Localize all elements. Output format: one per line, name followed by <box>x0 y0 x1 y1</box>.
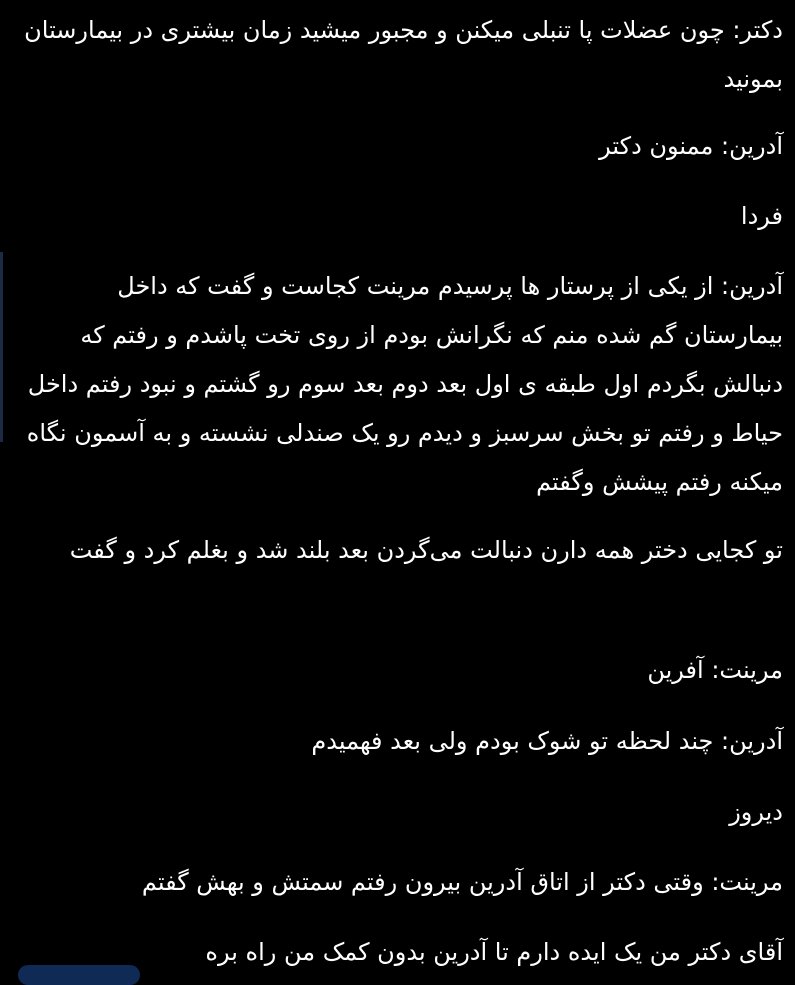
scroll-edge-marker <box>0 252 3 442</box>
paragraph-marinette-doctor: مرینت: وقتی دکتر از اتاق آدرین بیرون رفتم سمتش و بهش گفتم <box>141 868 783 896</box>
paragraph-doctor-muscles: دکتر: چون عضلات پا تنبلی میکنن و مجبور میشید زمان بیشتری در بیمارستان بمونید <box>24 16 783 93</box>
paragraph-where-are-you: تو کجایی دختر همه دارن دنبالت می‌گردن بعد بلند شد و بغلم کرد و گفت <box>69 536 783 564</box>
paragraph-adrien-shock: آدرین: چند لحظه تو شوک بودم ولی بعد فهمیدم <box>311 727 783 755</box>
paragraph-adrien-thanks: آدرین: ممنون دکتر <box>599 132 783 160</box>
bottom-floating-pill[interactable] <box>18 965 140 985</box>
paragraph-idea: آقای دکتر من یک ایده دارم تا آدرین بدون کمک من راه بره <box>205 938 783 966</box>
paragraph-adrien-search: آدرین: از یکی از پرستار ها پرسیدم مرینت کجاست و گفت که داخل بیمارستان گم شده منم که نگرانش بودم از روی تخت پاشدم و رفتم که دنبالش بگردم اول طبقه ی اول بعد دوم بعد سوم رو گشتم و نبود رفتم داخل حیاط و رفتم تو بخش سرسبز و دیدم رو یک صندلی نشسته و به آسمون نگاه میکنه رفتم پیشش وگفتم <box>26 272 783 496</box>
paragraph-tomorrow: فردا <box>740 202 783 230</box>
paragraph-yesterday: دیروز <box>729 798 783 826</box>
paragraph-marinette-bravo: مرینت: آفرین <box>647 656 783 684</box>
